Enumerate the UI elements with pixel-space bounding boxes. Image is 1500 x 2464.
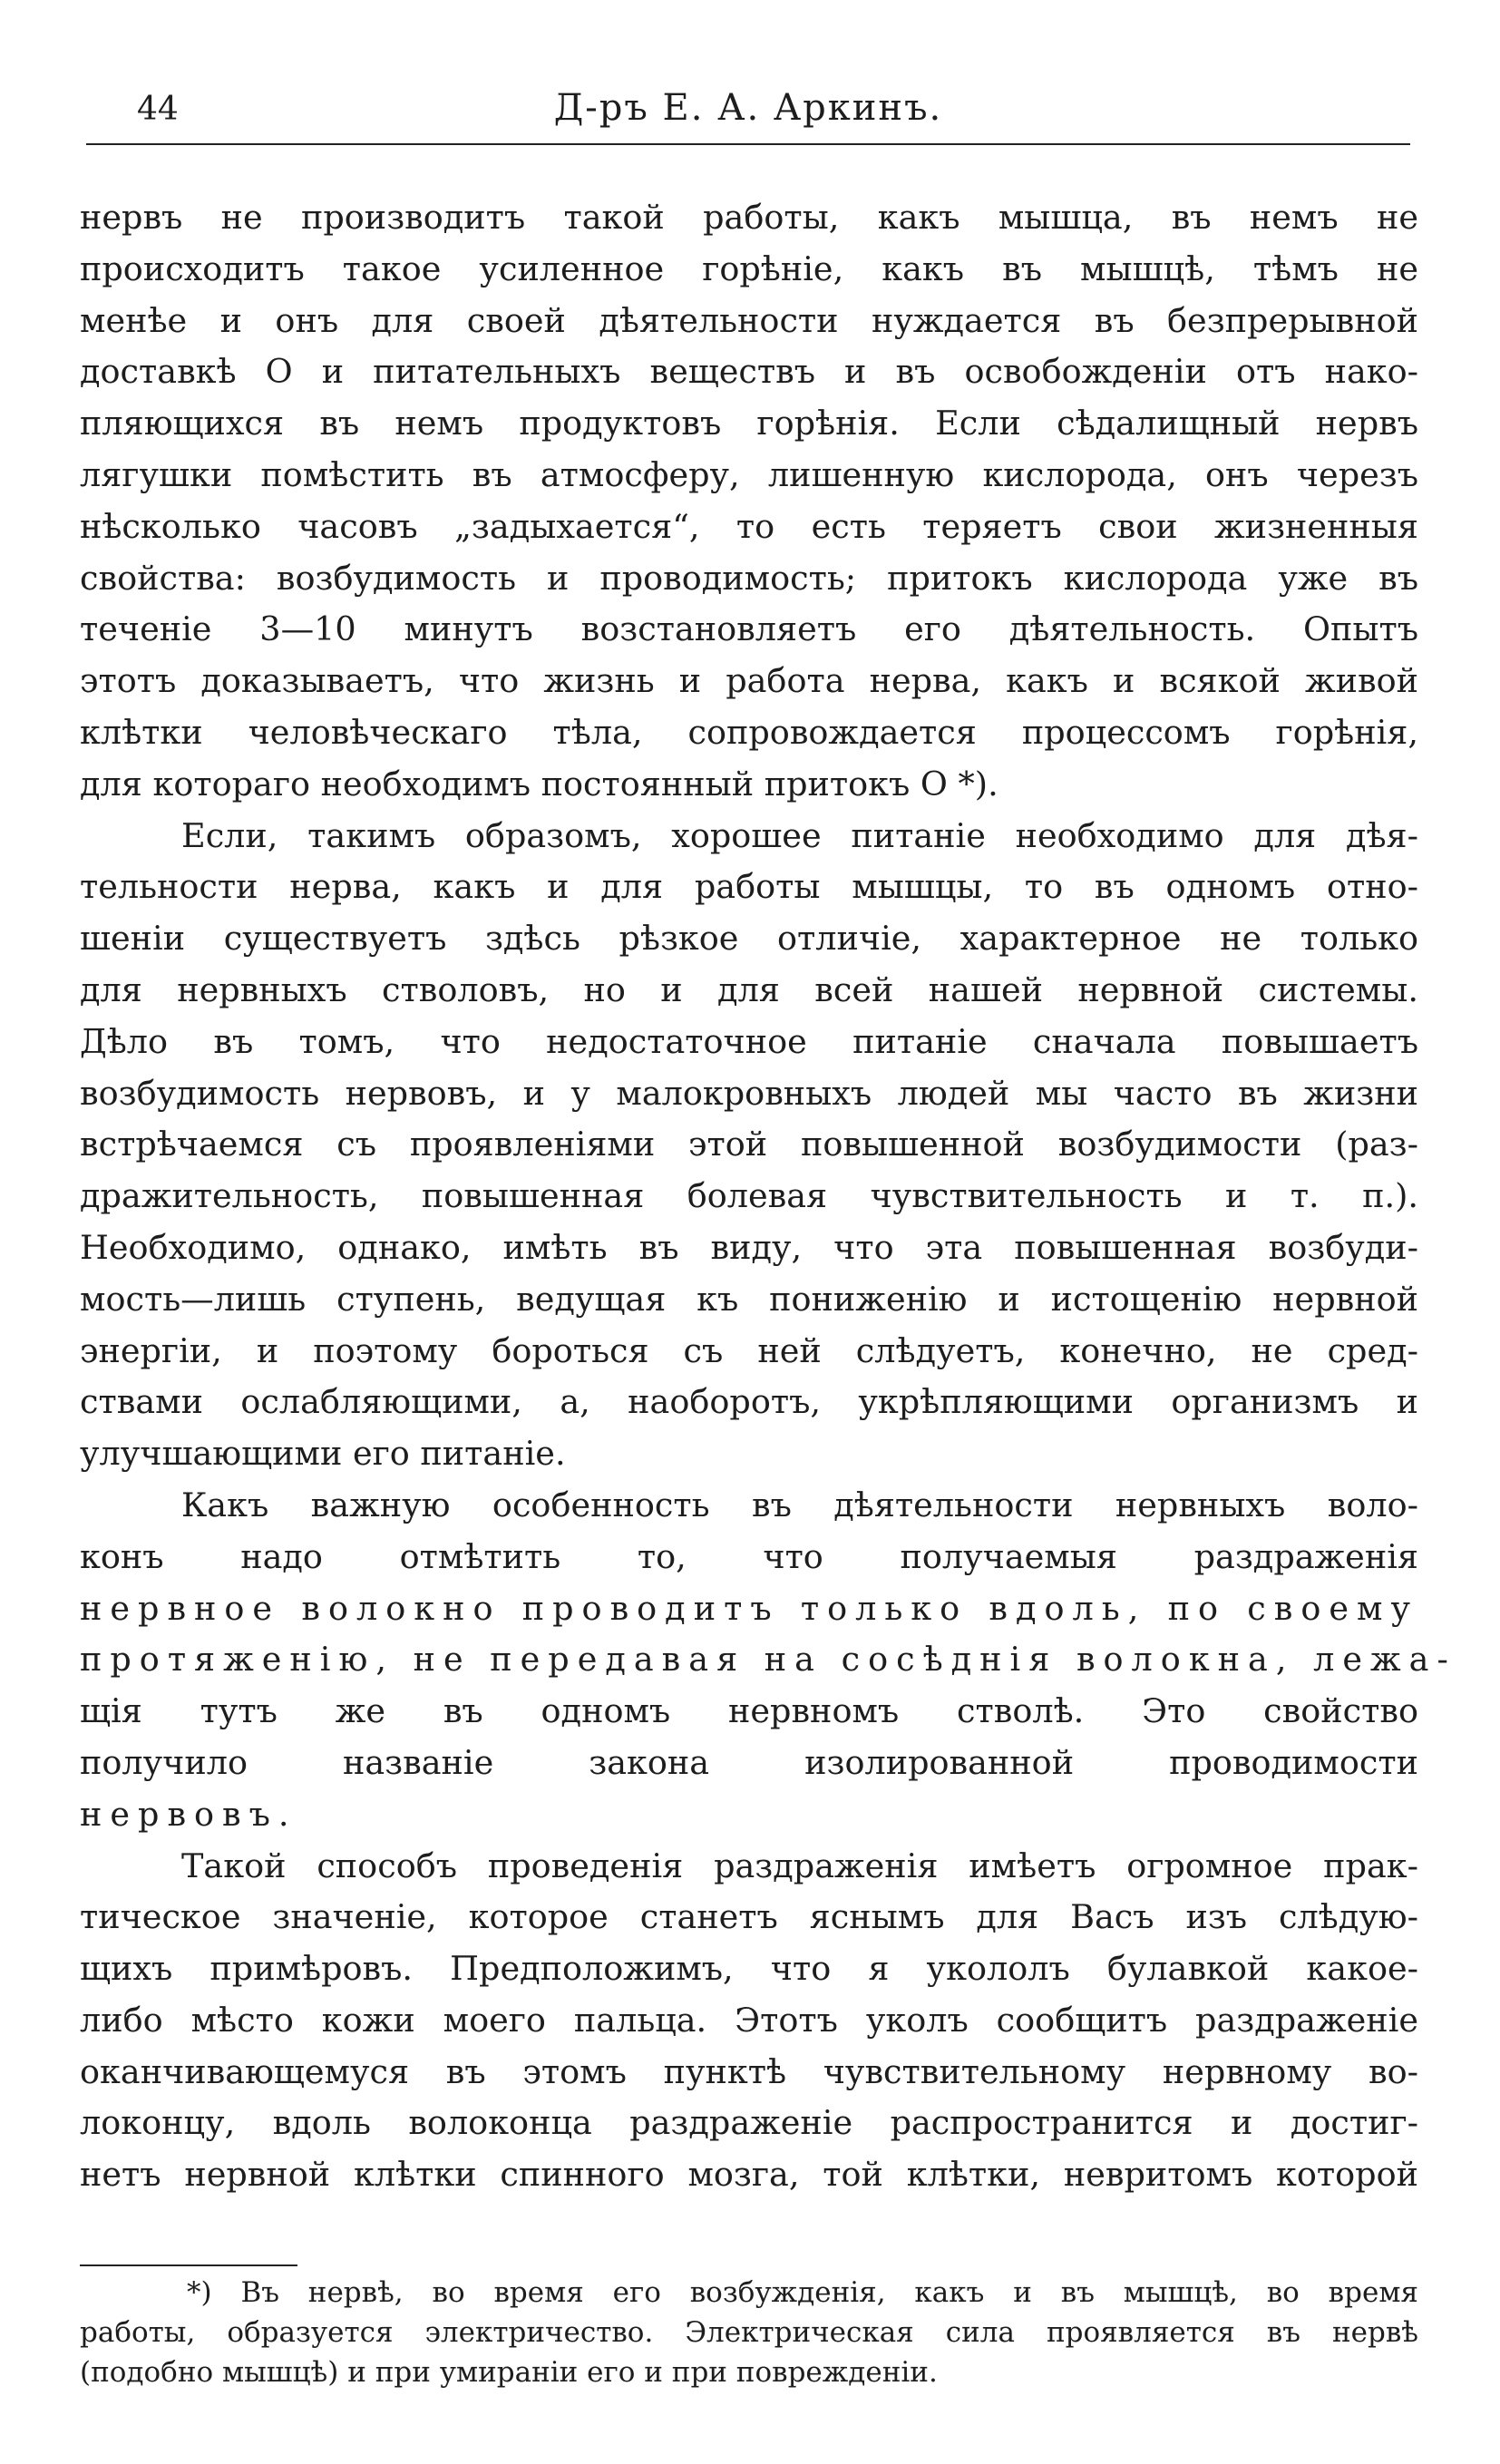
text-line: Необходимо, однако, имѣть въ виду, что эта повышенная возбуди- [80, 1227, 1418, 1267]
text-line: конъ надо отмѣтить то, что получаемыя раздраженія [80, 1536, 1418, 1576]
text-line: клѣтки человѣческаго тѣла, сопровождается процессомъ горѣнія, [80, 712, 1418, 752]
text-line: этотъ доказываетъ, что жизнь и работа нерва, какъ и всякой живой [80, 661, 1418, 701]
running-head [86, 83, 1410, 138]
text-line: либо мѣсто кожи моего пальца. Этотъ уколъ сообщитъ раздраженіе [80, 2000, 1418, 2040]
text-line: происходитъ такое усиленное горѣніе, какъ въ мышцѣ, тѣмъ не [80, 248, 1418, 288]
text-line: нервъ не производитъ такой работы, какъ мышца, въ немъ не [80, 198, 1418, 237]
text-line: Дѣло въ томъ, что недостаточное питаніе сначала повышаетъ [80, 1021, 1418, 1061]
text-line: нервовъ. [80, 1794, 297, 1834]
text-line: пляющихся въ немъ продуктовъ горѣнія. Если сѣдалищный нервъ [80, 404, 1418, 443]
text-line: доставкѣ O и питательныхъ веществъ и въ освобожденіи отъ нако- [80, 352, 1418, 392]
footnote [80, 2273, 1418, 2392]
footnote-line: (подобно мышцѣ) и при умираніи его и при поврежденіи. [80, 2356, 938, 2389]
header-rule [86, 143, 1410, 145]
text-line: нетъ нервной клѣтки спинного мозга, той клѣтки, невритомъ которой [80, 2155, 1418, 2195]
paragraph-3 [80, 1480, 1456, 1841]
text-line: менѣе и онъ для своей дѣятельности нуждается въ безпрерывной [80, 300, 1418, 340]
text-line: дражительность, повышенная болевая чувствительность и т. п.). [80, 1176, 1418, 1216]
text-line: энергіи, и поэтому бороться съ ней слѣдуетъ, конечно, не сред- [80, 1330, 1418, 1370]
text-line: теченіе 3—10 минутъ возстановляетъ его дѣятельность. Опытъ [80, 609, 1418, 649]
text-line: улучшающими его питаніе. [80, 1434, 566, 1474]
text-line: локонцу, вдоль волоконца раздраженіе распространится и достиг- [80, 2103, 1418, 2143]
text-line: оканчивающемуся въ этомъ пунктѣ чувствительному нервному во- [80, 2051, 1418, 2091]
text-line: для котораго необходимъ постоянный притокъ O *). [80, 764, 998, 803]
page-number: 44 [137, 91, 179, 128]
text-line: Какъ важную особенность въ дѣятельности нервныхъ воло- [181, 1485, 1418, 1524]
paragraph-1 [80, 192, 1418, 811]
footnote-rule [80, 2264, 297, 2266]
text-line: лягушки помѣстить въ атмосферу, лишенную кислорода, онъ черезъ [80, 454, 1418, 494]
text-line: протяженію, не передавая на сосѣднія волокна, лежа- [80, 1640, 1456, 1680]
footnote-line: работы, образуется электричество. Электрическая сила проявляется въ нервѣ [80, 2316, 1418, 2349]
text-line: тическое значеніе, которое станетъ яснымъ для Васъ изъ слѣдую- [80, 1897, 1418, 1937]
paragraph-4 [80, 1841, 1418, 2202]
text-line: свойства: возбудимость и проводимость; притокъ кислорода уже въ [80, 558, 1418, 598]
text-line: встрѣчаемся съ проявленіями этой повышенной возбудимости (раз- [80, 1125, 1418, 1164]
text-line: ствами ослабляющими, а, наоборотъ, укрѣпляющими организмъ и [80, 1382, 1418, 1422]
text-line: Если, такимъ образомъ, хорошее питаніе необходимо для дѣя- [181, 815, 1418, 855]
paragraph-2 [80, 811, 1418, 1480]
running-title: Д-ръ Е. А. Аркинъ. [553, 87, 943, 129]
text-line: шеніи существуетъ здѣсь рѣзкое отличіе, характерное не только [80, 919, 1418, 959]
body-text [80, 192, 1456, 2201]
text-line: щихъ примѣровъ. Предположимъ, что я укололъ булавкой какое- [80, 1949, 1418, 1989]
text-line: получило названіе закона изолированной проводимости [80, 1742, 1418, 1782]
text-line: возбудимость нервовъ, и у малокровныхъ людей мы часто въ жизни [80, 1073, 1418, 1113]
text-line: для нервныхъ стволовъ, но и для всей нашей нервной системы. [80, 969, 1418, 1009]
text-line: щія тутъ же въ одномъ нервномъ стволѣ. Это свойство [80, 1691, 1418, 1731]
text-line: нѣсколько часовъ „задыхается“, то есть теряетъ свои жизненныя [80, 506, 1418, 546]
footnote-line: *) Въ нервѣ, во время его возбужденія, какъ и въ мышцѣ, во время [187, 2276, 1418, 2309]
text-line: мость—лишь ступень, ведущая къ пониженію и истощенію нервной [80, 1279, 1418, 1319]
text-line: тельности нерва, какъ и для работы мышцы, то въ одномъ отно- [80, 867, 1418, 907]
text-line: нервное волокно проводитъ только вдоль, по своему [80, 1588, 1418, 1628]
text-line: Такой способъ проведенія раздраженія имѣетъ огромное прак- [181, 1846, 1418, 1885]
